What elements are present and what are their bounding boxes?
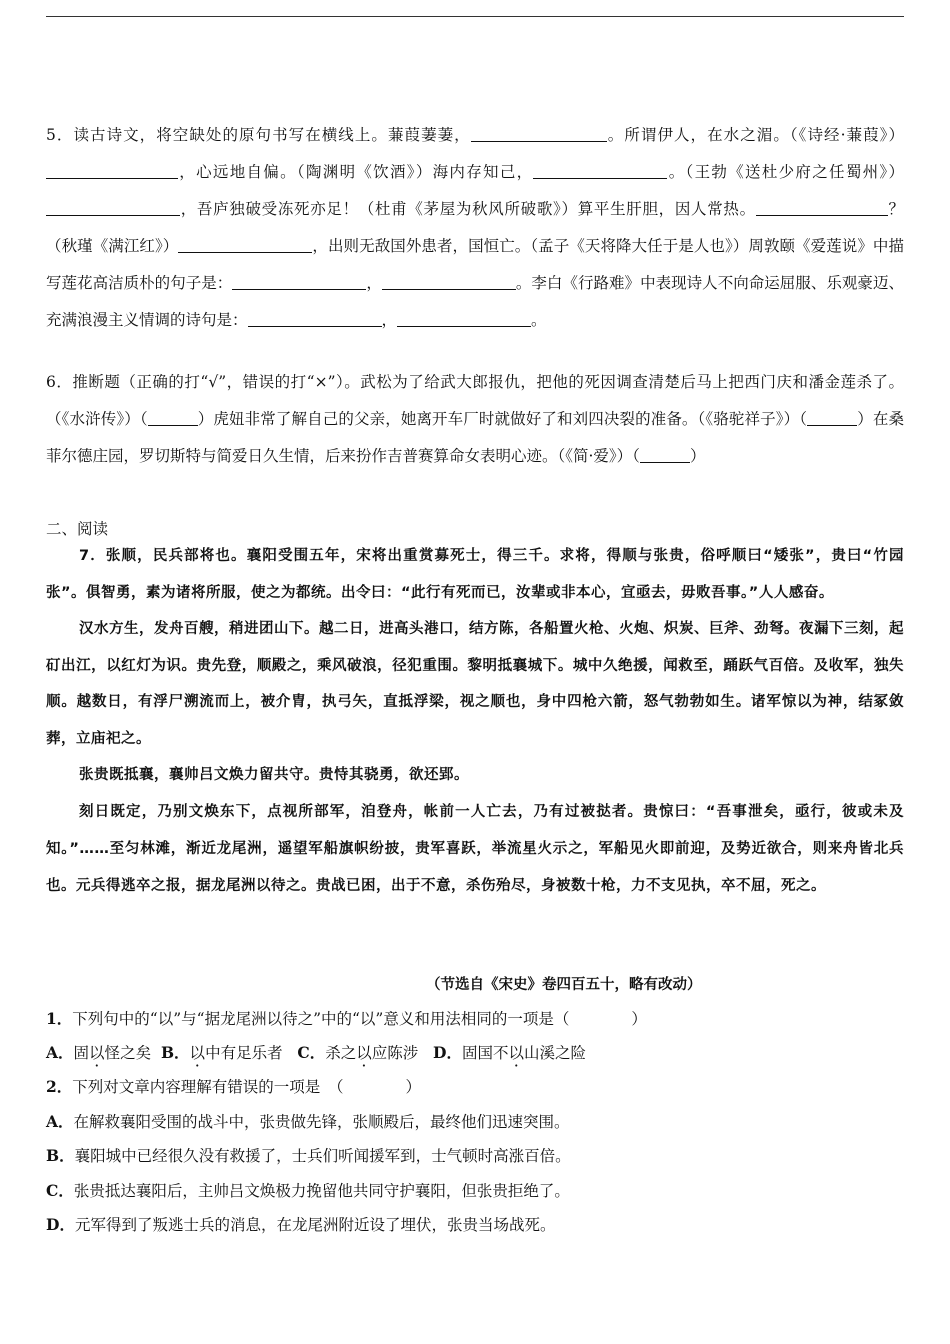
answer-blank[interactable] bbox=[248, 311, 382, 328]
q5-text: ，出则无敌国外患者，国恒亡。（孟子《天将降大任于是人也》）周敦颐《爱莲说》中描写莲花高洁质朴的句子是： bbox=[46, 237, 904, 292]
answer-blank[interactable] bbox=[46, 200, 180, 217]
answer-blank[interactable] bbox=[397, 311, 531, 328]
q5-text: 。李白《行路难》中表现诗人不向命运屈服、乐观豪迈、充满浪漫主义情调的诗句是： bbox=[46, 274, 904, 329]
q5-text: 。所谓伊人，在水之湄。（《诗经·蒹葭》） bbox=[606, 126, 904, 144]
q6-text: 推断题（正确的打“√”，错误的打“×”）。武松为了给武大郎报仇，把他的死因调查清楚后马上把西门庆和潘金莲杀了。（《水浒传》）（ bbox=[46, 373, 904, 428]
question-5 bbox=[46, 117, 904, 339]
reading-passage bbox=[46, 538, 904, 905]
mcq1-stem-text: 下列句中的“以”与“据龙尾洲以待之”中的“以”意义和用法相同的一项是（ ） bbox=[72, 1010, 647, 1028]
q5-text: 读古诗文，将空缺处的原句书写在横线上。蒹葭萋萋， bbox=[73, 126, 471, 144]
passage-source: （节选自《宋史》卷四百五十，略有改动） bbox=[426, 977, 702, 993]
q5-number: 5． bbox=[46, 126, 74, 144]
q6-text: ） bbox=[689, 447, 706, 465]
passage-paragraph: 张贵既抵襄，襄帅吕文焕力留共守。贵恃其骁勇，欲还郢。 bbox=[79, 767, 469, 783]
answer-blank[interactable] bbox=[178, 237, 312, 254]
mcq1-option-d[interactable]: D．固国不以山溪之险 bbox=[433, 1043, 587, 1062]
mcq2-option-c[interactable]: C．张贵抵达襄阳后，主帅吕文焕极力挽留他共同守护襄阳，但张贵拒绝了。 bbox=[46, 1181, 570, 1200]
q5-text: ？（秋瑾《满江红》） bbox=[46, 200, 904, 255]
mcq1-number: 1． bbox=[46, 1009, 73, 1028]
answer-blank[interactable] bbox=[471, 126, 607, 143]
q5-text: ， bbox=[381, 311, 398, 329]
mcq2-option-a[interactable]: A．在解救襄阳受围的战斗中，张贵做先锋，张顺殿后，最终他们迅速突围。 bbox=[46, 1112, 570, 1131]
q6-text: ）虎妞非常了解自己的父亲，她离开车厂时就做好了和刘四决裂的准备。（《骆驼祥子》）（ bbox=[197, 410, 808, 428]
q5-text: 。 bbox=[531, 311, 547, 329]
mcq2-stem bbox=[46, 1073, 421, 1101]
q5-text: ， bbox=[366, 274, 382, 292]
mcq1-stem bbox=[46, 1005, 647, 1033]
answer-blank[interactable] bbox=[46, 163, 178, 180]
q6-text: ）在桑菲尔德庄园，罗切斯特与简爱日久生情，后来扮作吉普赛算命女表明心迹。（《简·爱》）（ bbox=[46, 410, 904, 465]
q5-text: ，吾庐独破受冻死亦足！（杜甫《茅屋为秋风所破歌》）算平生肝胆，因人常热。 bbox=[180, 200, 756, 218]
passage-paragraph: 汉水方生，发舟百艘，稍进团山下。越二日，进高头港口，结方陈，各船置火枪、火炮、炽炭、巨斧、劲弩。夜漏下三刻，起矴出江，以红灯为识。贵先登，顺殿之，乘风破浪，径犯重围。黎明抵襄城下。城中久绝援，闻救至，踊跃气百倍。及收军，独失顺。越数日，有浮尸溯流而上，被介胄，执弓矢，直抵浮梁，视之顺也，身中四枪六箭，怒气勃勃如生。诸军惊以为神，结冢敛葬，立庙祀之。 bbox=[46, 621, 904, 747]
passage-paragraph: 7．张顺，民兵部将也。襄阳受围五年，宋将出重赏募死士，得三千。求将，得顺与张贵，俗呼顺曰“矮张”，贵曰“竹园张”。俱智勇，素为诸将所服，使之为都统。出令曰：“此行有死而已，汝辈或非本心，宜亟去，毋败吾事。”人人感奋。 bbox=[46, 548, 904, 601]
mcq1-option-b[interactable]: B．以中有足乐者 bbox=[160, 1043, 283, 1062]
top-rule bbox=[46, 16, 904, 17]
q6-number: 6． bbox=[46, 373, 73, 391]
mcq1-option-a[interactable]: A．固以怪之矣 bbox=[46, 1043, 152, 1062]
mcq1-option-c[interactable]: C．杀之以应陈涉 bbox=[297, 1043, 419, 1062]
q5-text: 。（王勃《送杜少府之任蜀州》） bbox=[667, 163, 904, 181]
answer-blank[interactable] bbox=[756, 200, 888, 217]
mcq2-stem-text: 下列对文章内容理解有错误的一项是 （ ） bbox=[72, 1078, 422, 1096]
section-title: 二、阅读 bbox=[46, 520, 109, 538]
passage-paragraph: 刻日既定，乃别文焕东下，点视所部军，洎登舟，帐前一人亡去，乃有过被挞者。贵惊曰：“吾事泄矣，亟行，彼或未及知。”……至匀林滩，渐近龙尾洲，遥望军船旗帜纷披，贵军喜跃，举流星火示之，军船见火即前迎，及势近欲合，则来舟皆北兵也。元兵得逃卒之报，据龙尾洲以待之。贵战已困，出于不意，杀伤殆尽，身被数十枪，力不支见执，卒不屈，死之。 bbox=[46, 803, 904, 894]
answer-blank[interactable] bbox=[640, 447, 690, 464]
answer-blank[interactable] bbox=[382, 274, 516, 291]
question-6 bbox=[46, 364, 904, 475]
mcq1-options bbox=[46, 1039, 586, 1067]
mcq2-option-d[interactable]: D．元军得到了叛逃士兵的消息，在龙尾洲附近设了埋伏，张贵当场战死。 bbox=[46, 1215, 556, 1234]
answer-blank[interactable] bbox=[148, 410, 198, 427]
answer-blank[interactable] bbox=[807, 410, 857, 427]
mcq2-option-b[interactable]: B．襄阳城中已经很久没有救援了，士兵们听闻援军到，士气顿时高涨百倍。 bbox=[46, 1146, 571, 1165]
answer-blank[interactable] bbox=[533, 163, 667, 180]
mcq2-number: 2． bbox=[46, 1077, 73, 1096]
answer-blank[interactable] bbox=[232, 274, 366, 291]
q5-text: ，心远地自偏。（陶渊明《饮酒》）海内存知己， bbox=[178, 163, 534, 181]
